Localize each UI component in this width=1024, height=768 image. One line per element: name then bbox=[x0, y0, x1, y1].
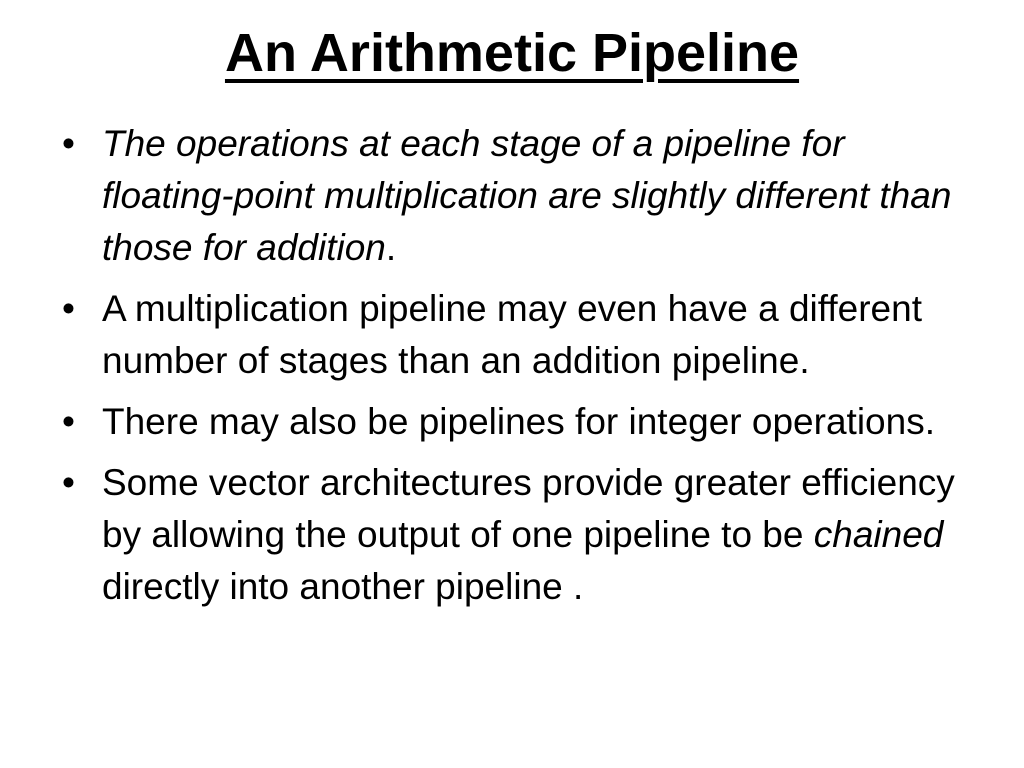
bullet-icon: • bbox=[62, 462, 75, 503]
bullet-item-4 bbox=[62, 457, 972, 613]
bullet-list bbox=[62, 118, 972, 622]
bullet-text: There may also be pipelines for integer operations. bbox=[102, 401, 935, 442]
bullet-text-end: directly into another pipeline . bbox=[102, 566, 584, 607]
slide-title: An Arithmetic Pipeline bbox=[224, 23, 800, 83]
bullet-icon: • bbox=[62, 401, 75, 442]
bullet-text-end: . bbox=[385, 227, 397, 268]
bullet-item-1 bbox=[62, 118, 972, 274]
bullet-text-start: Some vector architectures provide greater efficiency by allowing the output of one pipeline to be bbox=[102, 462, 955, 555]
bullet-icon: • bbox=[62, 288, 75, 329]
bullet-item-3 bbox=[62, 396, 972, 448]
bullet-text-emphasis: chained bbox=[813, 514, 944, 555]
bullet-item-2 bbox=[62, 283, 972, 387]
bullet-text: A multiplication pipeline may even have a different number of stages than an addition pipeline. bbox=[102, 288, 922, 381]
bullet-text-italic: The operations at each stage of a pipeline for floating-point multiplication are slightly different than those for addition bbox=[102, 123, 952, 268]
bullet-icon: • bbox=[62, 123, 75, 164]
